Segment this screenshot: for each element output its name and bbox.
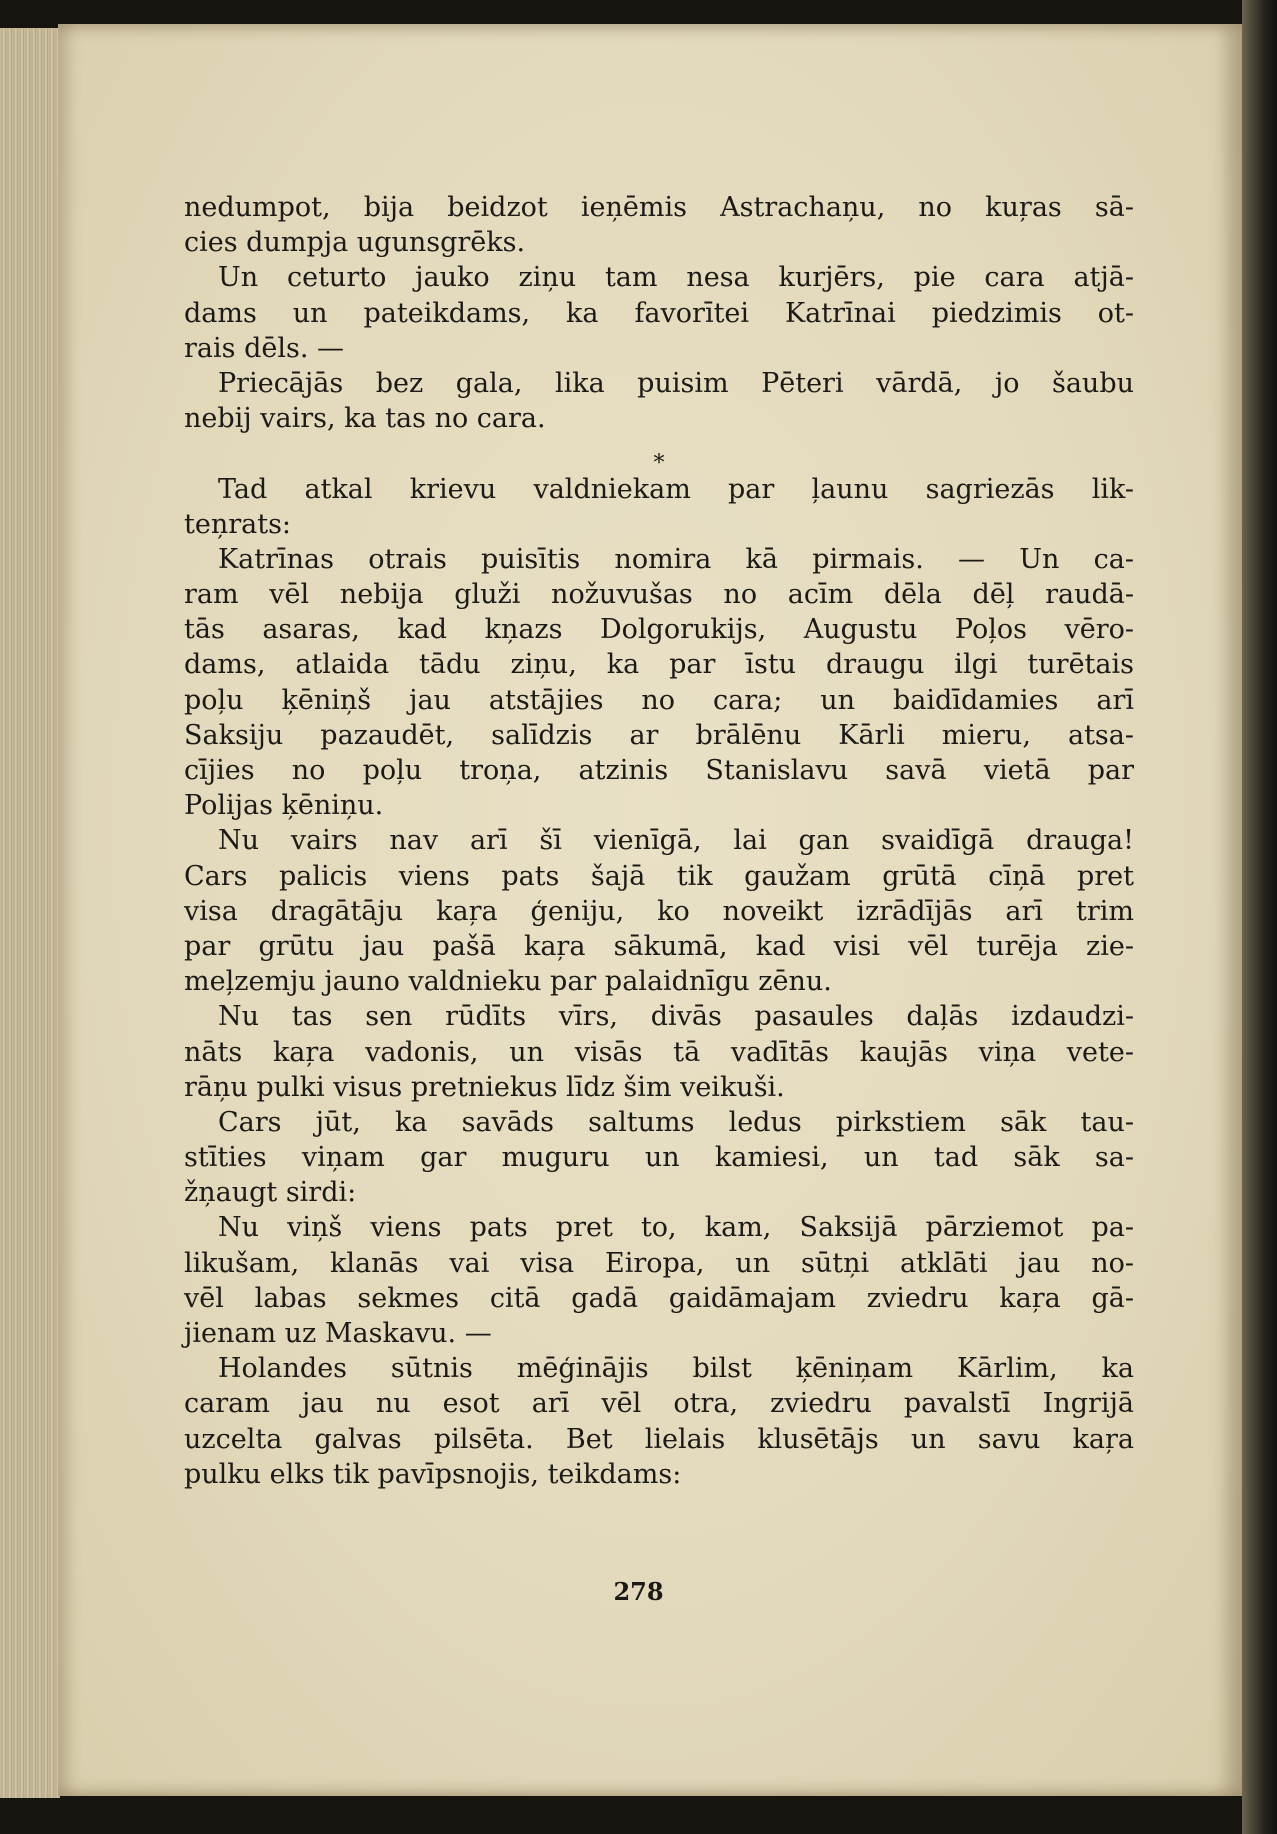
text-line: rāņu pulki visus pretniekus līdz šim veikuši. (184, 1071, 785, 1103)
page-stack-edges (0, 28, 60, 1798)
text-line: Nu vairs nav arī šī vienīgā, lai gan svaidīgā drauga! (218, 825, 1134, 857)
text-line: Holandes sūtnis mēģinājis bilst ķēniņam Kārlim, ka (218, 1353, 1134, 1385)
text-line: tās asaras, kad kņazs Dolgorukijs, Augustu Poļos vēro- (184, 614, 1134, 646)
text-line: ram vēl nebija gluži nožuvušas no acīm dēla dēļ raudā- (184, 579, 1134, 611)
text-line: uzcelta galvas pilsēta. Bet lielais klusētājs un savu kaŗa (184, 1423, 1134, 1455)
text-line: visa dragātāju kaŗa ģeniju, ko noveikt izrādījās arī trim (184, 895, 1134, 927)
text-line: cījies no poļu troņa, atzinis Stanislavu savā vietā par (184, 755, 1134, 786)
text-line: poļu ķēniņš jau atstājies no cara; un baidīdamies arī (184, 684, 1134, 716)
page-number: 278 (613, 1577, 664, 1606)
text-line: nebij vairs, ka tas no cara. (184, 403, 546, 435)
section-divider: * (653, 451, 665, 477)
text-line: dams, atlaida tādu ziņu, ka par īstu draugu ilgi turētais (184, 649, 1134, 681)
text-line: par grūtu jau pašā kaŗa sākumā, kad visi vēl turēja zie- (184, 930, 1134, 962)
text-line: caram jau nu esot arī vēl otra, zviedru pavalstī Ingrijā (184, 1388, 1134, 1420)
text-line: žņaugt sirdi: (184, 1177, 357, 1209)
text-line: Priecājās bez gala, lika puisim Pēteri vārdā, jo šaubu (218, 367, 1134, 399)
text-line: Nu viņš viens pats pret to, kam, Saksijā pārziemot pa- (218, 1212, 1134, 1244)
text-line: vēl labas sekmes citā gadā gaidāmajam zviedru kaŗa gā- (184, 1282, 1134, 1314)
text-line: Katrīnas otrais puisītis nomira kā pirmais. — Un ca- (218, 543, 1134, 575)
text-line: Un ceturto jauko ziņu tam nesa kurjērs, pie cara atjā- (218, 262, 1134, 294)
text-line: rais dēls. — (184, 332, 344, 364)
text-line: dams un pateikdams, ka favorītei Katrīnai piedzimis ot- (184, 297, 1134, 329)
text-line: likušam, klanās vai visa Eiropa, un sūtņi atklāti jau no- (184, 1247, 1134, 1279)
text-line: Cars palicis viens pats šajā tik gaužam grūtā cīņā pret (184, 860, 1134, 892)
text-line: teņrats: (184, 508, 292, 540)
text-line: Cars jūt, ka savāds saltums ledus pirkstiem sāk tau- (218, 1106, 1134, 1138)
text-line: jienam uz Maskavu. — (184, 1318, 492, 1349)
text-line: pulku elks tik pavīpsnojis, teikdams: (184, 1458, 682, 1490)
text-line: Saksiju pazaudēt, salīdzis ar brālēnu Kārli mieru, atsa- (184, 719, 1134, 751)
body-text (184, 190, 1134, 1492)
binding-edge (1242, 0, 1277, 1834)
text-line: nedumpot, bija beidzot ieņēmis Astrachaņu, no kuŗas sā- (184, 192, 1134, 223)
text-line: meļzemju jauno valdnieku par palaidnīgu zēnu. (184, 966, 832, 998)
text-line: stīties viņam gar muguru un kamiesi, un tad sāk sa- (184, 1142, 1134, 1174)
text-line: cies dumpja ugunsgrēks. (184, 227, 526, 259)
text-line: Tad atkal krievu valdniekam par ļaunu sagriezās lik- (218, 473, 1134, 505)
text-line: nāts kaŗa vadonis, un visās tā vadītās kaujās viņa vete- (184, 1036, 1134, 1068)
text-line: Nu tas sen rūdīts vīrs, divās pasaules daļās izdaudzi- (218, 1001, 1134, 1033)
text-line: Polijas ķēniņu. (184, 790, 384, 822)
